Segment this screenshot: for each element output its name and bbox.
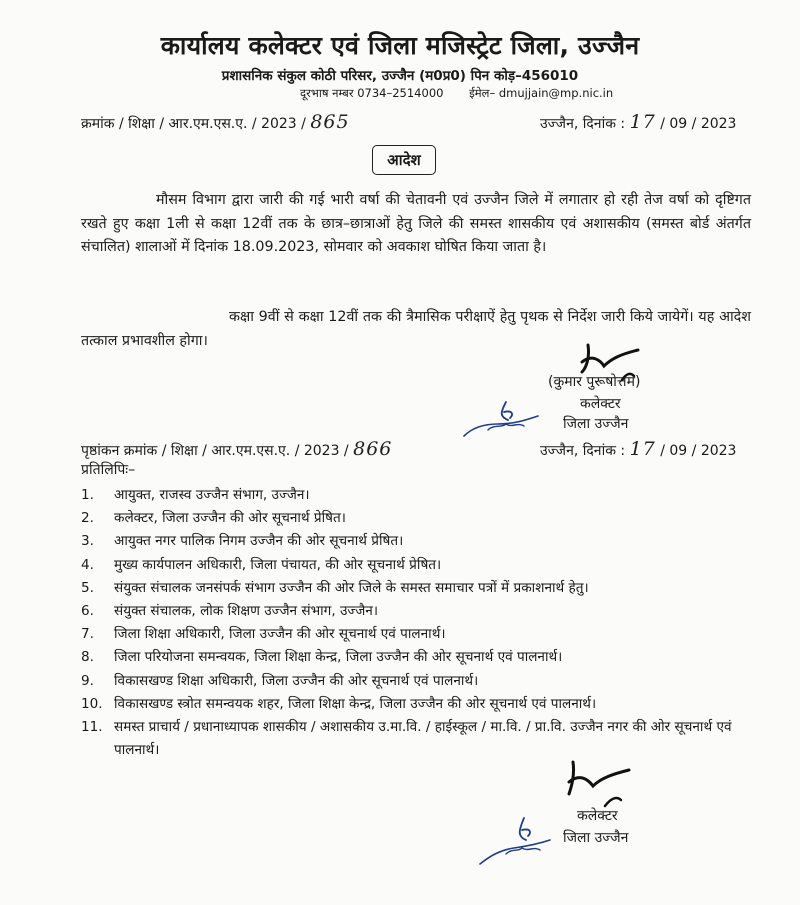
order-title: आदेश bbox=[372, 145, 436, 175]
endorsement-date-day: 17 bbox=[629, 438, 656, 460]
list-item-text: आयुक्त नगर पालिक निगम उज्जैन की ओर सूचनार्थ प्रेषित। bbox=[114, 533, 404, 550]
signatory-name: (कुमार पुरूषोत्तम) bbox=[548, 374, 641, 390]
list-item bbox=[81, 507, 753, 530]
email-address: ईमेल– dmujjain@mp.nic.in bbox=[469, 86, 614, 100]
phone-number: दूरभाष नम्बर 0734–2514000 bbox=[300, 86, 444, 100]
order-date-day: 17 bbox=[629, 111, 656, 133]
order-reference bbox=[81, 111, 350, 133]
list-item-number: 1. bbox=[81, 487, 94, 503]
list-item-text: संयुक्त संचालक, लोक शिक्षण उज्जैन संभाग, उज्जैन। bbox=[114, 603, 378, 620]
endorsement-reference bbox=[81, 438, 392, 460]
list-item-text: कलेक्टर, जिला उज्जैन की ओर सूचनार्थ प्रेषित। bbox=[114, 510, 346, 527]
list-item-number: 7. bbox=[81, 626, 94, 643]
list-item bbox=[81, 693, 753, 716]
list-item-number: 2. bbox=[81, 510, 94, 527]
list-item-text: जिला परियोजना समन्वयक, जिला शिक्षा केन्द्र, जिला उज्जैन की ओर सूचनार्थ एवं पालनार्थ। bbox=[114, 649, 563, 666]
order-ref-number: 865 bbox=[310, 111, 350, 133]
list-item-number: 5. bbox=[81, 579, 94, 596]
list-item-text: संयुक्त संचालक जनसंपर्क संभाग उज्जैन की ओर जिले के समस्त समाचार पत्रों में प्रकाशनार्थ हेतु। bbox=[114, 579, 589, 596]
endorsement-date-rest: / 09 / 2023 bbox=[660, 443, 737, 459]
order-paragraph-1: मौसम विभाग द्वारा जारी की गई भारी वर्षा की चेतावनी एवं उज्जैन जिले में लगातार हो रही तेज वर्षा को दृष्टिगत रखते हुए कक्षा 1ली से कक्षा 12वीं तक के छात्र–छात्राओं हेतु जिले की समस्त शासकीय एवं अशासकीय (समस्त बोर्ड अंतर्गत संचालित) शालाओं में दिनांक 18.09.2023, सोमवार को अवकाश घोषित किया जाता है। bbox=[81, 192, 751, 255]
list-item bbox=[81, 554, 753, 577]
endorsement-ref-number: 866 bbox=[353, 438, 393, 460]
list-item bbox=[81, 530, 753, 553]
list-item bbox=[81, 623, 753, 646]
list-item-text: जिला शिक्षा अधिकारी, जिला उज्जैन की ओर सूचनार्थ एवं पालनार्थ। bbox=[114, 626, 446, 643]
signatory-designation: कलेक्टर bbox=[580, 396, 621, 412]
office-title: कार्यालय कलेक्टर एवं जिला मजिस्ट्रेट जिला, उज्जैन bbox=[160, 31, 640, 60]
list-item-number: 11. bbox=[81, 719, 103, 736]
list-item bbox=[81, 716, 753, 762]
office-contact bbox=[300, 86, 635, 101]
list-item bbox=[81, 670, 753, 693]
endorsement-date-prefix: उज्जैन, दिनांक : bbox=[540, 443, 626, 459]
list-item-number: 6. bbox=[81, 603, 94, 620]
list-item-number: 10. bbox=[81, 695, 103, 712]
list-item bbox=[81, 577, 753, 600]
order-date-rest: / 09 / 2023 bbox=[660, 116, 737, 132]
initials-scribble bbox=[458, 398, 548, 442]
list-item bbox=[81, 600, 753, 623]
endorsement-date bbox=[540, 438, 736, 460]
signatory-district-2: जिला उज्जैन bbox=[563, 830, 629, 846]
list-item-number: 4. bbox=[81, 556, 94, 573]
endorsement-ref-prefix: पृष्ठांकन क्रमांक / शिक्षा / आर.एम.एस.ए. / 2023 / bbox=[81, 443, 349, 459]
list-item-text: मुख्य कार्यपालन अधिकारी, जिला पंचायत, की ओर सूचनार्थ प्रेषित। bbox=[114, 556, 442, 573]
list-item bbox=[81, 484, 753, 507]
list-item-number: 8. bbox=[81, 649, 94, 666]
copy-list bbox=[81, 484, 753, 762]
list-item-text: समस्त प्राचार्य / प्रधानाध्यापक शासकीय / अशासकीय उ.मा.वि. / हाईस्कूल / मा.वि. / प्रा.वि. उज्जैन नगर की ओर सूचनार्थ एवं पालनार्थ। bbox=[114, 719, 732, 759]
list-item bbox=[81, 646, 753, 669]
signatory-district: जिला उज्जैन bbox=[563, 416, 629, 432]
list-item-text: विकासखण्ड शिक्षा अधिकारी, जिला उज्जैन की ओर सूचनार्थ एवं पालनार्थ। bbox=[114, 672, 479, 689]
order-date bbox=[540, 111, 736, 133]
office-address: प्रशासनिक संकुल कोठी परिसर, उज्जैन (म0प्र0) पिन कोड़–456010 bbox=[221, 68, 579, 84]
list-item-text: विकासखण्ड स्त्रोत समन्वयक शहर, जिला शिक्षा केन्द्र, जिला उज्जैन की ओर सूचनार्थ एवं पालनार्थ। bbox=[114, 695, 597, 712]
list-item-text: आयुक्त, राजस्व उज्जैन संभाग, उज्जैन। bbox=[114, 487, 310, 503]
list-item-number: 3. bbox=[81, 533, 94, 550]
list-item-number: 9. bbox=[81, 672, 94, 689]
order-paragraph-2: कक्षा 9वीं से कक्षा 12वीं तक की त्रैमासिक परीक्षाऐं हेतु पृथक से निर्देश जारी किये जायेगें। यह आदेश तत्काल प्रभावशील होगा। bbox=[81, 309, 751, 349]
order-ref-prefix: क्रमांक / शिक्षा / आर.एम.एस.ए. / 2023 / bbox=[81, 116, 306, 132]
copy-label: प्रतिलिपिः– bbox=[81, 462, 136, 478]
initials-scribble-2 bbox=[476, 814, 556, 870]
signatory-designation-2: कलेक्टर bbox=[577, 808, 618, 824]
order-date-prefix: उज्जैन, दिनांक : bbox=[540, 116, 626, 132]
collector-signature-2 bbox=[565, 760, 665, 810]
